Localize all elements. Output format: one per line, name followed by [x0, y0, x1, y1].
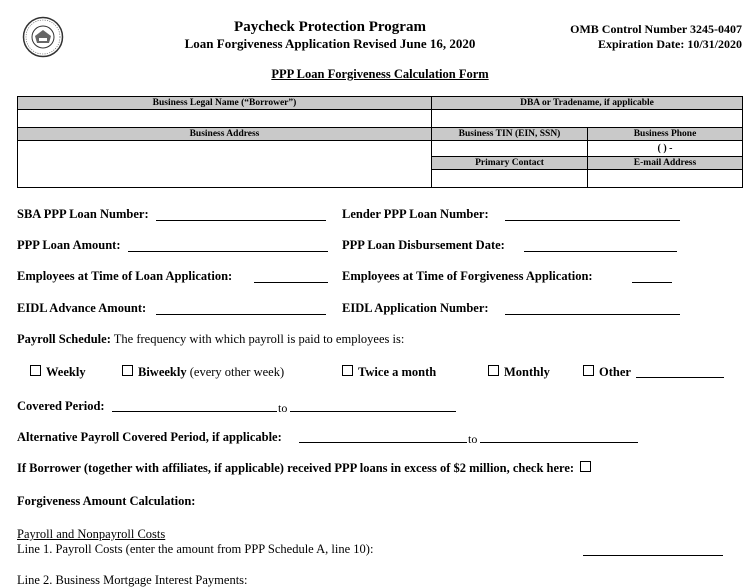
expiration-date: Expiration Date: 10/31/2020 — [598, 37, 742, 51]
eidl-number-input[interactable] — [505, 314, 680, 315]
employees-forgiveness-label: Employees at Time of Forgiveness Application: — [342, 269, 593, 283]
checkbox-icon[interactable] — [342, 365, 353, 376]
payroll-schedule-text: The frequency with which payroll is paid to employees is: — [110, 332, 405, 346]
dba-field[interactable] — [432, 110, 743, 128]
option-biweekly[interactable]: Biweekly (every other week) — [122, 365, 284, 380]
business-tin-header: Business TIN (EIN, SSN) — [432, 128, 588, 141]
covered-period-label: Covered Period: — [17, 399, 105, 413]
employees-application-input[interactable] — [254, 282, 328, 283]
alternative-period-label: Alternative Payroll Covered Period, if applicable: — [17, 430, 282, 444]
program-title: Paycheck Protection Program — [234, 19, 426, 35]
alternative-period-start-input[interactable] — [299, 442, 467, 443]
loan-amount-input[interactable] — [128, 251, 328, 252]
checkbox-icon[interactable] — [583, 365, 594, 376]
lender-loan-number-input[interactable] — [505, 220, 680, 221]
business-tin-field[interactable] — [432, 141, 588, 157]
option-monthly[interactable]: Monthly — [488, 365, 550, 380]
form-title: PPP Loan Forgiveness Calculation Form — [271, 67, 489, 81]
covered-period-end-input[interactable] — [290, 411, 456, 412]
email-field[interactable] — [588, 170, 743, 188]
sba-seal-icon — [22, 16, 64, 58]
alternative-period-to: to — [468, 432, 478, 446]
business-info-table — [17, 96, 743, 188]
payroll-costs-heading: Payroll and Nonpayroll Costs — [17, 527, 166, 541]
checkbox-icon[interactable] — [122, 365, 133, 376]
business-phone-header: Business Phone — [588, 128, 743, 141]
employees-forgiveness-input[interactable] — [632, 282, 672, 283]
disbursement-date-label: PPP Loan Disbursement Date: — [342, 238, 505, 252]
business-phone-field[interactable]: ( ) - — [588, 141, 743, 157]
line1-label: Line 1. Payroll Costs (enter the amount from PPP Schedule A, line 10): — [17, 542, 374, 556]
eidl-amount-input[interactable] — [156, 314, 326, 315]
disbursement-date-input[interactable] — [524, 251, 677, 252]
payroll-schedule-label: Payroll Schedule: — [17, 332, 111, 346]
application-subtitle: Loan Forgiveness Application Revised June 16, 2020 — [184, 36, 476, 51]
alternative-period-end-input[interactable] — [480, 442, 638, 443]
sba-loan-number-input[interactable] — [156, 220, 326, 221]
option-twice-a-month[interactable]: Twice a month — [342, 365, 436, 380]
option-weekly[interactable]: Weekly — [30, 365, 86, 380]
dba-header: DBA or Tradename, if applicable — [432, 97, 743, 110]
omb-control-number: OMB Control Number 3245-0407 — [570, 22, 742, 36]
loan-amount-label: PPP Loan Amount: — [17, 238, 121, 252]
sba-loan-number-label: SBA PPP Loan Number: — [17, 207, 149, 221]
primary-contact-field[interactable] — [432, 170, 588, 188]
business-address-header: Business Address — [18, 128, 432, 141]
excess-loans-question: If Borrower (together with affiliates, if applicable) received PPP loans in excess of $2 million, check here: — [17, 461, 596, 476]
employees-application-label: Employees at Time of Loan Application: — [17, 269, 233, 283]
other-input[interactable] — [636, 377, 724, 378]
eidl-amount-label: EIDL Advance Amount: — [17, 301, 147, 315]
line1-input[interactable] — [583, 555, 723, 556]
eidl-number-label: EIDL Application Number: — [342, 301, 489, 315]
email-header: E-mail Address — [588, 157, 743, 170]
checkbox-icon[interactable] — [30, 365, 41, 376]
excess-loans-checkbox[interactable] — [580, 461, 591, 472]
covered-period-to: to — [278, 401, 288, 415]
business-address-field[interactable] — [18, 141, 432, 188]
line2-label: Line 2. Business Mortgage Interest Payments: — [17, 573, 248, 587]
covered-period-start-input[interactable] — [112, 411, 277, 412]
checkbox-icon[interactable] — [488, 365, 499, 376]
payroll-schedule-row — [17, 332, 404, 347]
primary-contact-header: Primary Contact — [432, 157, 588, 170]
forgiveness-heading: Forgiveness Amount Calculation: — [17, 494, 196, 508]
business-legal-name-header: Business Legal Name (“Borrower”) — [18, 97, 432, 110]
option-other[interactable]: Other — [583, 365, 631, 380]
lender-loan-number-label: Lender PPP Loan Number: — [342, 207, 489, 221]
business-legal-name-field[interactable] — [18, 110, 432, 128]
